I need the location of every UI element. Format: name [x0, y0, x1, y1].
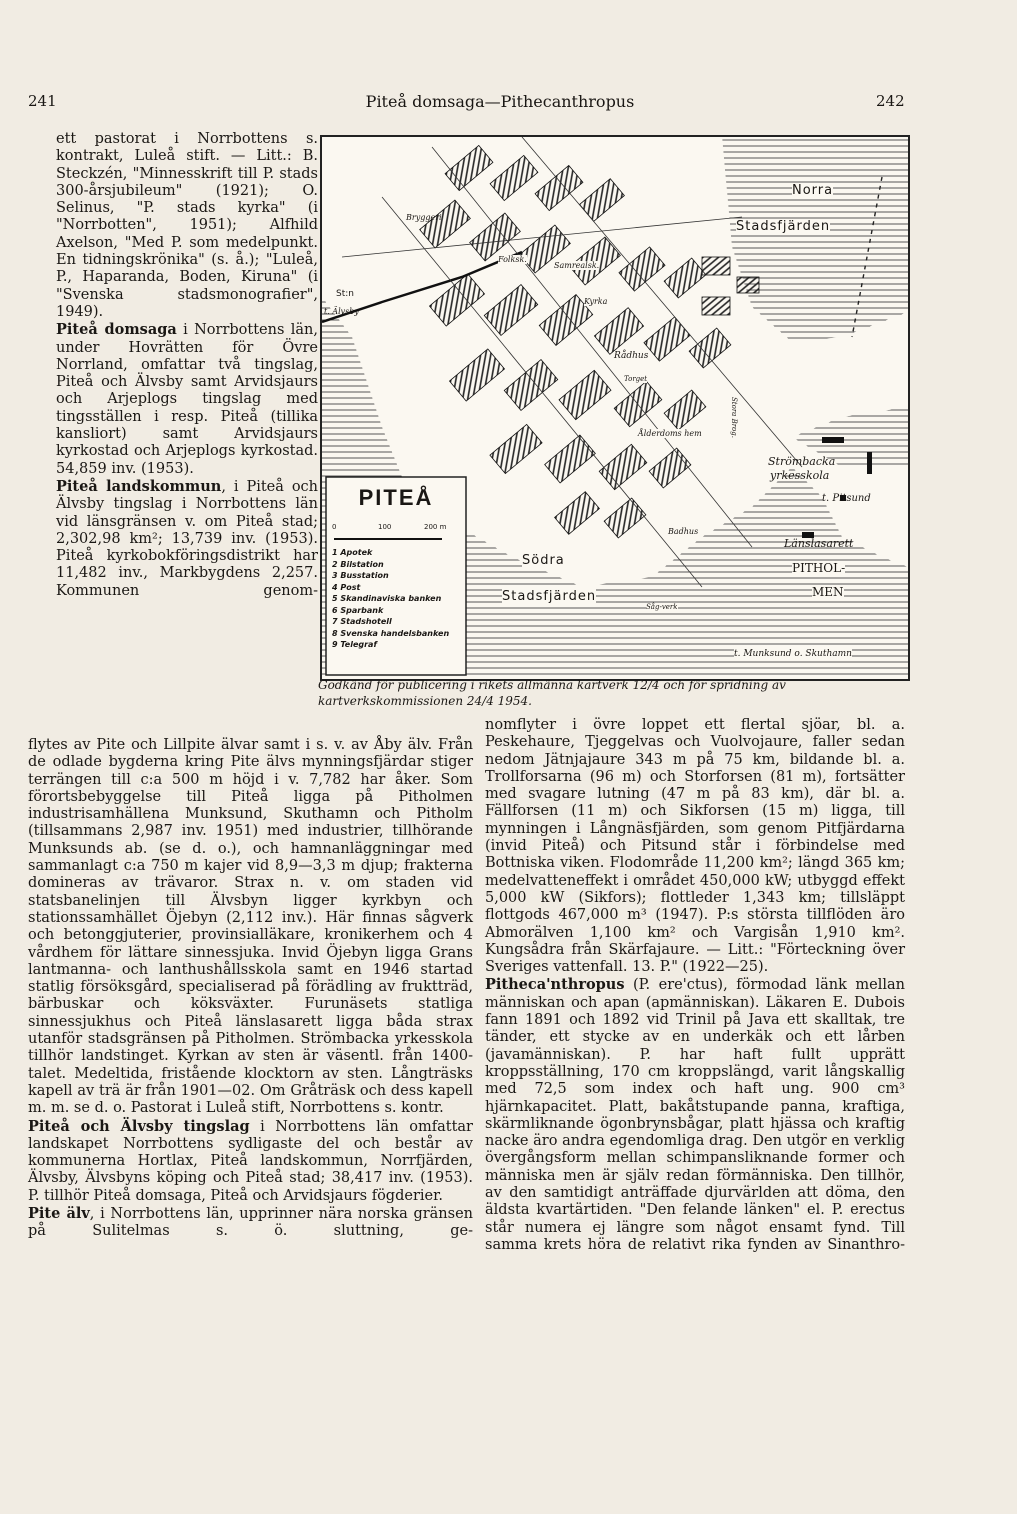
entry-head: Piteå och Älvsby tingslag — [28, 1117, 250, 1135]
map-label-sagverk: Såg-verk — [646, 603, 678, 611]
entry-text: i Norrbottens län, under Hovrätten för Övre Norrland, omfattar två tingslag, Piteå och Älvsby samt Arvidsjaurs och Arjeplogs tingslag med tingsställen i resp. Piteå (tillika kansliort) samt Arvidsjaurs kyrkostad och Arjeplogs kyrkostad. 54,859 inv. (1953). — [56, 322, 318, 477]
paragraph: nomflyter i övre loppet ett flertal sjöar, bl. a. Peskehaure, Tjeggelvas och Vuolvojaure, faller sedan nedom Jätnjajaure 343 m på 75 km, bildande bl. a. Trollforsarna (96 m) och Storforsen (81 m), fortsätter med svagare lutning (47 m på 83 km), där bl. a. Fällforsen (11 m) och Sikforsen (15 m) ligga, till mynningen i Långnäsfjärden, som genom Pitfjärdarna (invid Piteå) och Pitsund står i förbindelse med Bottniska viken. Flodområde 11,200 km²; längd 365 km; medelvatteneffekt i området 450,000 kW; utbyggd effekt 5,000 kW (Sikfors); flottleder 1,343 km; tillsläppt flottgods 467,000 m³ (1947). P:s största tillflöden äro Abmorälven 1,100 km² och Vargisån 1,910 km². Kungsådra från Skärfajaure. — Litt.: "Förteckning över Sveriges vattenfall. 13. P." (1922—25). — [485, 717, 905, 976]
map-label-badhus: Badhus — [668, 527, 699, 536]
legend-item: 5 Skandinaviska banken — [332, 594, 442, 603]
legend-item: 1 Apotek — [332, 548, 373, 557]
map-label-yrkesskola: yrkesskola — [770, 469, 830, 482]
entry-text: , i Piteå och Älvsby tingslag i Norrbottens län vid länsgränsen v. om Piteå stad; 2,302,98 km²; 13,739 inv. (1953). Piteå kyrkobokföringsdistrikt har 11,482 inv., Markbygdens 2,257. Kommunen genom- — [56, 478, 319, 599]
entry-piteå-landskommun — [56, 478, 318, 600]
map-legend — [332, 547, 449, 651]
legend-item: 7 Stadshotell — [332, 617, 392, 626]
map-label-sodra: Södra — [522, 553, 565, 568]
entry-pitea-alvsby-tingslag — [28, 1118, 473, 1205]
paragraph: flytes av Pite och Lillpite älvar samt i s. v. av Åby älv. Från de odlade bygderna kring Pite älvs mynningsfjärdar stiger terrängen till c:a 500 m höjd i v. 7,782 har åker. Som förortsbebyggelse till Piteå ligga på Pitholmen industrisamhällena Munksund, Skuthamn och Pitholm (tillsammans 2,987 inv. 1951) med industrier, tillhörande Munksunds ab. (se d. o.), och hamnanläggningar med sammanlagt c:a 750 m kajer vid 8,9—3,3 m djup; frakterna domineras av trävaror. Strax n. v. om staden vid statsbanelinjen till Älvsbyn ligger kyrkbyn och stationssamhället Öjebyn (2,112 inv.). Här finnas sågverk och betonggjuterier, provinsialläkare, kronikerhem och 4 vårdhem för lättare sinnessjuka. Invid Öjebyn ligga Grans lantmanna- och lanthushållsskola samt en 1946 startad statlig försöksgård, specialiserad på förädling av fruktträd, bärbuskar och köksväxter. Furunäsets statliga sinnessjukhus och Piteå länslasarett ligga båda strax utanför stadsgränsen på Pitholmen. Strömbacka yrkesskola tillhör landstinget. Kyrkan av sten är väsentl. från 1400-talet. Medeltida, fristående klocktorn av sten. Långträsks kapell av trä är från 1901—02. Om Gråträsk och dess kapell m. m. se d. o. Pastorat i Luleå stift, Norrbottens s. kontr. — [28, 737, 473, 1117]
scale-label-100: 100 — [378, 523, 392, 531]
map-label-norra: Norra — [792, 183, 834, 198]
entry-head: Piteå landskommun — [56, 477, 222, 495]
map-label-pitsund: t. Pitsund — [822, 493, 871, 504]
map-pitea — [320, 135, 910, 681]
map-label-pitholmen: PITHOL- — [792, 561, 846, 575]
map-label-bryggeri: Bryggeri — [406, 213, 442, 222]
legend-item: 8 Svenska handelsbanken — [332, 628, 450, 638]
legend-item: 2 Bilstation — [332, 559, 384, 569]
entry-piteå-domsaga — [56, 321, 318, 478]
scale-label-0: 0 — [332, 523, 337, 531]
entry-head: Pite älv — [28, 1205, 90, 1223]
page-number-left: 241 — [28, 92, 57, 110]
map-title: PITEÅ — [358, 485, 434, 510]
left-column-bottom — [28, 737, 473, 1241]
map-caption: Godkänd för publicering i rikets allmänna kartverk 12/4 och för spridning av kartverkskommissionen 24/4 1954. — [318, 678, 786, 708]
map-label-lanslasarett: Länslasarett — [784, 537, 854, 550]
map-label-aldersdoms: Ålderdoms hem — [638, 429, 702, 438]
map-label-kyrka: Kyrka — [584, 297, 608, 306]
entry-head: Pitheca'nthropus — [485, 976, 625, 994]
map-label-stadsfjarden-north: Stadsfjärden — [736, 219, 831, 234]
legend-item: 9 Telegraf — [332, 640, 377, 649]
map-label-pitholmen-2: MEN — [812, 585, 844, 599]
map-label-torget: Torget — [624, 375, 648, 383]
map-label-munksund: t. Munksund o. Skuthamn — [734, 649, 852, 659]
left-column-top — [56, 131, 318, 600]
paragraph: ett pastorat i Norrbottens s. kontrakt, Luleå stift. — Litt.: B. Steckzén, "Minnesskrift till P. stads 300-årsjubileum" (1921); O. Selinus, "P. stads kyrka" (i "Norrbotten", 1951); Alfhild Axelson, "Med P. som medelpunkt. En tidningskrönika" (s. å.); "Luleå, P., Haparanda, Boden, Kiruna" (i "Svenska stadsmonografier", 1949). — [56, 131, 318, 320]
entry-text: i Norrbottens län omfattar landskapet Norrbottens sydligaste del och består av kommunerna Hortlax, Piteå landskommun, Norrfjärden, Älvsby, Älvsbyns köping och Piteå stad; 38,417 inv. (1953). P. tillhör Piteå domsaga, Piteå och Arvidsjaurs fögderier. — [28, 1118, 473, 1204]
map-label-folkskola: Folksk. — [498, 255, 527, 264]
legend-item: 4 Post — [332, 582, 361, 592]
entry-text: (P. ere'ctus), förmodad länk mellan människan och apan (apmänniskan). Läkaren E. Dubois fann 1891 och 1892 vid Trinil på Java ett skalltak, tre tänder, ett stycke av en underkäk och ett lårben (javamänniskan). P. har haft fullt upprätt kroppsställning, 170 cm kroppslängd, varit långskallig med 72,5 som index och haft ung. 900 cm³ hjärnkapacitet. Platt, bakåtstupande panna, kraftiga, skärmliknande ögonbrynsbågar, platt hjässa och kraftig nacke äro andra egendomliga drag. Den utgör en verklig övergångsform mellan schimpansliknande former och människa men är själv redan förmänniska. Den tillhör, av den samtidigt anträffade djurvärlden att döma, den äldsta kvartärtiden. "Den felande länken" el. P. erectus står numera ej längre som något ensamt fynd. Till samma krets höra de relativt rika fynden av Sinanthro- — [485, 977, 905, 1253]
page-number-right: 242 — [876, 92, 905, 110]
map-label-station: St:n — [336, 289, 354, 299]
map-label-samreal: Samrealsk. — [554, 261, 600, 270]
entry-pite-alv — [28, 1205, 473, 1241]
entry-pithecanthropus — [485, 976, 905, 1254]
map-label-stora-brogatan: Stora Brog. — [730, 397, 738, 438]
scale-label-200: 200 m — [424, 523, 447, 531]
map-label-radhus: Rådhus — [614, 351, 649, 361]
map-label-strombacka: Strömbacka — [768, 455, 836, 468]
running-head: Piteå domsaga—Pithecanthropus — [365, 92, 635, 111]
map-label-alvsby: t. Älvsby — [324, 307, 359, 316]
legend-item: 6 Sparbank — [332, 605, 384, 615]
entry-text: , i Norrbottens län, upprinner nära norska gränsen på Sulitelmas s. ö. sluttning, ge- — [28, 1206, 473, 1240]
right-column-bottom — [485, 717, 905, 1254]
map-label-stadsfjarden-south: Stadsfjärden — [502, 589, 597, 604]
legend-item: 3 Busstation — [332, 571, 389, 580]
entry-head: Piteå domsaga — [56, 321, 177, 339]
